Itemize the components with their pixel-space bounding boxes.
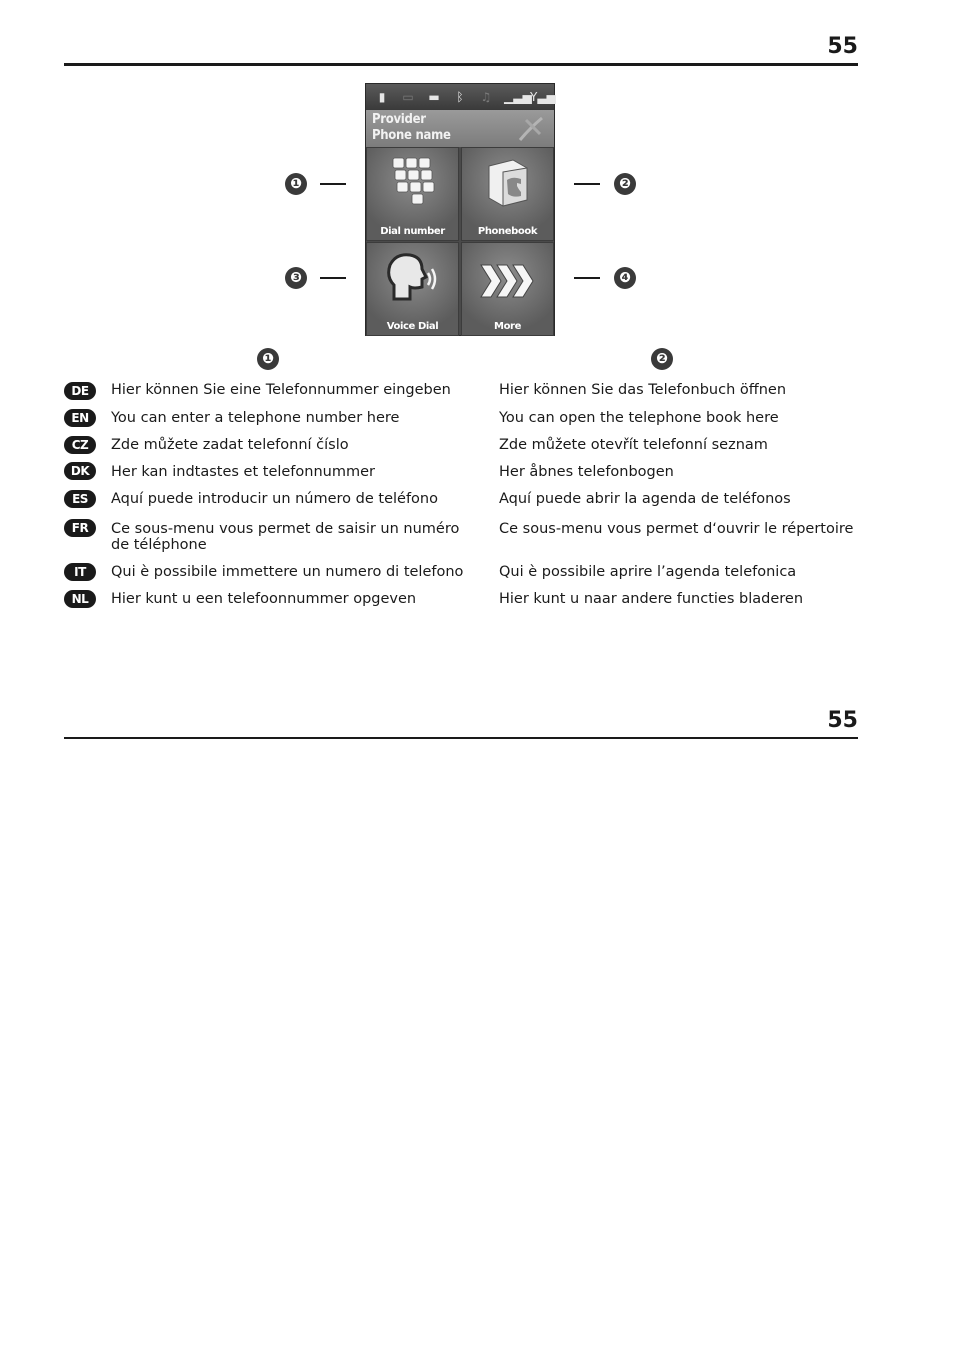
phonebook-tile[interactable] — [461, 147, 554, 241]
row-en-col2: You can open the telephone book here — [499, 410, 779, 426]
antenna-signal-icon: Y▃▅ — [530, 90, 556, 104]
leader-line-3 — [320, 277, 346, 279]
page-number-top: 55 — [827, 34, 858, 59]
row-cz-col1: Zde můžete zadat telefonní číslo — [111, 437, 349, 453]
dial-number-label: Dial number — [380, 226, 445, 237]
lang-badge-de: DE — [64, 382, 96, 400]
header-rule — [64, 63, 858, 66]
row-fr-col1: Ce sous-menu vous permet de saisir un numéro de téléphone — [111, 521, 460, 553]
phonebook-label: Phonebook — [477, 226, 538, 237]
column-header-1: ❶ — [257, 348, 279, 370]
status-bar — [366, 84, 554, 110]
signal-icon: ▁▃▅ — [504, 90, 532, 104]
footer-rule — [64, 737, 858, 739]
row-de-col1: Hier können Sie eine Telefonnummer eingeben — [111, 382, 451, 398]
keypad-icon — [389, 156, 437, 208]
row-es-col1: Aquí puede introducir un número de teléfono — [111, 491, 438, 507]
dial-number-tile[interactable] — [366, 147, 459, 241]
lang-badge-it: IT — [64, 563, 96, 581]
row-fr-col2: Ce sous-menu vous permet d‘ouvrir le répertoire — [499, 521, 854, 537]
bluetooth-icon: ᛒ — [456, 90, 464, 104]
row-nl-col2: Hier kunt u naar andere functies bladeren — [499, 591, 804, 607]
voice-dial-tile[interactable] — [366, 242, 459, 336]
callout-4: ❹ — [614, 267, 636, 289]
phonebook-icon — [483, 156, 533, 208]
voice-head-icon — [384, 251, 442, 307]
page-number-bottom: 55 — [827, 708, 858, 733]
lang-badge-cz: CZ — [64, 436, 96, 454]
leader-line-4 — [574, 277, 600, 279]
row-it-col1: Qui è possibile immettere un numero di telefono — [111, 564, 464, 580]
callout-1: ❶ — [285, 173, 307, 195]
callout-2: ❷ — [614, 173, 636, 195]
chevrons-icon — [479, 257, 537, 307]
row-dk-col2: Her åbnes telefonbogen — [499, 464, 674, 480]
lang-badge-fr: FR — [64, 519, 96, 537]
car-icon: ▬ — [428, 90, 440, 104]
row-de-col2: Hier können Sie das Telefonbuch öffnen — [499, 382, 787, 398]
provider-name: Provider — [372, 112, 426, 127]
row-en-col1: You can enter a telephone number here — [111, 410, 400, 426]
leader-line-1 — [320, 183, 346, 185]
car-outline-icon: ▭ — [402, 90, 414, 104]
lang-badge-es: ES — [64, 490, 96, 508]
callout-3: ❸ — [285, 267, 307, 289]
lang-badge-nl: NL — [64, 590, 96, 608]
row-nl-col1: Hier kunt u een telefoonnummer opgeven — [111, 591, 417, 607]
lang-badge-en: EN — [64, 409, 96, 427]
battery-icon: ▮ — [378, 90, 386, 104]
row-cz-col2: Zde můžete otevřít telefonní seznam — [499, 437, 768, 453]
music-note-icon: ♫ — [480, 90, 492, 104]
lang-badge-dk: DK — [64, 462, 96, 480]
provider-area — [366, 110, 554, 147]
row-dk-col1: Her kan indtastes et telefonnummer — [111, 464, 375, 480]
leader-line-2 — [574, 183, 600, 185]
row-es-col2: Aquí puede abrir la agenda de teléfonos — [499, 491, 791, 507]
phone-screen-figure — [365, 83, 555, 336]
column-header-2: ❷ — [651, 348, 673, 370]
row-it-col2: Qui è possibile aprire l’agenda telefonica — [499, 564, 797, 580]
phone-name: Phone name — [372, 128, 451, 143]
voice-dial-label: Voice Dial — [386, 321, 439, 332]
more-label: More — [494, 321, 521, 332]
connection-icon — [516, 114, 546, 144]
more-tile[interactable] — [461, 242, 554, 336]
